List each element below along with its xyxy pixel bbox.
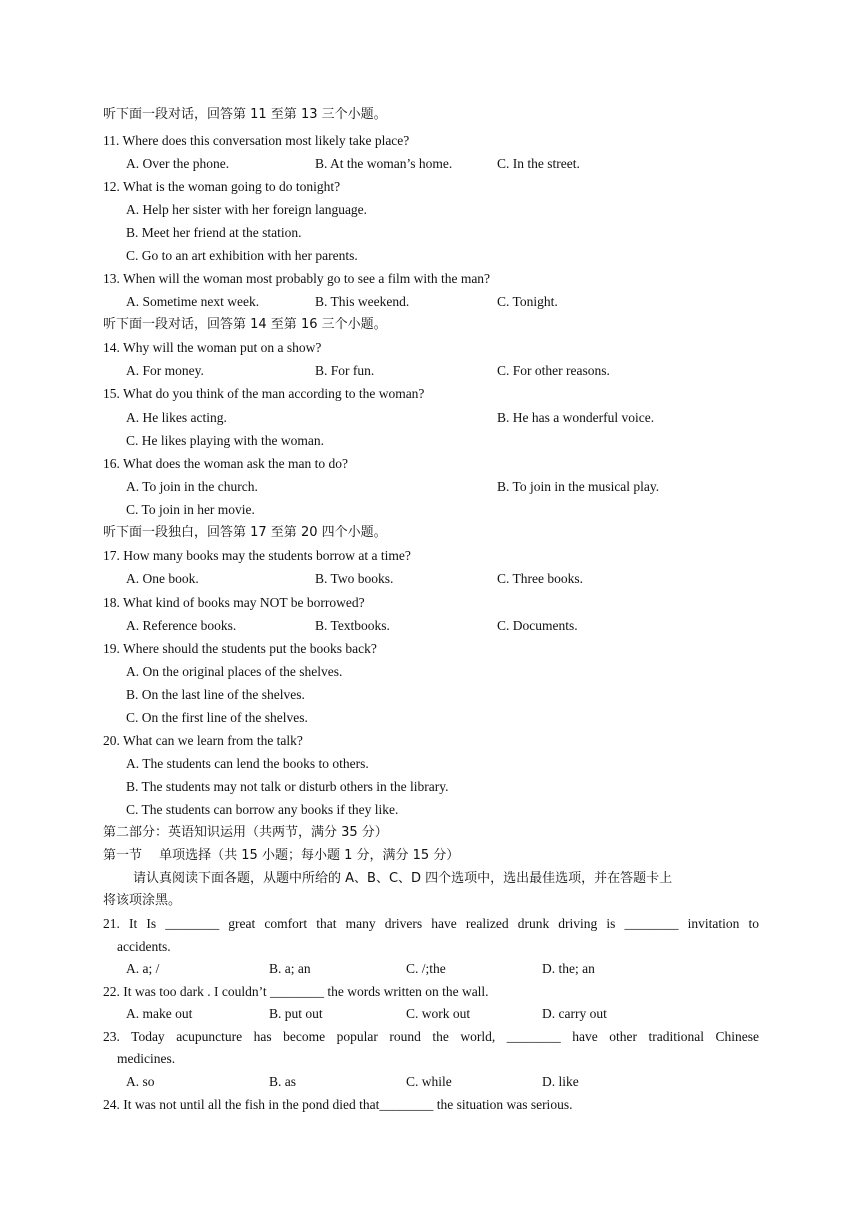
question-23-option-a: A. so [126, 1074, 155, 1089]
question-12-option-a: A. Help her sister with her foreign language. [126, 202, 368, 217]
section-header-monologue-17-20: 听下面一段独白，回答第 17 至第 20 四个小题。 [103, 525, 387, 540]
question-23-stem: 23. Today acupuncture has become popular round the world, ________ have other traditional Chinese [103, 1029, 759, 1044]
question-13-option-a: A. Sometime next week. [126, 294, 260, 309]
question-21-option-a: A. a; / [126, 961, 160, 976]
question-23-option-b: B. as [269, 1074, 296, 1089]
question-17-option-a: A. One book. [126, 571, 199, 586]
question-15-option-a: A. He likes acting. [126, 410, 227, 425]
question-20-stem: 20. What can we learn from the talk? [103, 733, 303, 748]
section-header-dialogue-14-16: 听下面一段对话，回答第 14 至第 16 三个小题。 [103, 317, 387, 332]
question-11-option-c: C. In the street. [497, 156, 580, 171]
question-13-option-b: B. This weekend. [315, 294, 410, 309]
question-11-option-b: B. At the woman’s home. [315, 156, 453, 171]
question-22-option-d: D. carry out [542, 1006, 607, 1021]
question-20-option-b: B. The students may not talk or disturb others in the library. [126, 779, 449, 794]
question-22-option-c: C. work out [406, 1006, 471, 1021]
question-14-option-a: A. For money. [126, 363, 204, 378]
question-16-option-b: B. To join in the musical play. [497, 479, 660, 494]
question-22-option-b: B. put out [269, 1006, 323, 1021]
question-17-option-c: C. Three books. [497, 571, 583, 586]
question-19-option-b: B. On the last line of the shelves. [126, 687, 305, 702]
question-12-option-c: C. Go to an art exhibition with her parents. [126, 248, 358, 263]
question-20-option-a: A. The students can lend the books to others. [126, 756, 369, 771]
question-14-stem: 14. Why will the woman put on a show? [103, 340, 322, 355]
question-16-option-a: A. To join in the church. [126, 479, 258, 494]
question-21-stem: 21. It Is ________ great comfort that many drivers have realized drunk driving is ________ invitation to [103, 916, 759, 931]
question-12-stem: 12. What is the woman going to do tonight? [103, 179, 341, 194]
question-12-option-b: B. Meet her friend at the station. [126, 225, 302, 240]
question-11-stem: 11. Where does this conversation most likely take place? [103, 133, 410, 148]
question-19-option-c: C. On the first line of the shelves. [126, 710, 308, 725]
section-header-dialogue-11-13: 听下面一段对话，回答第 11 至第 13 三个小题。 [103, 107, 387, 122]
question-17-option-b: B. Two books. [315, 571, 394, 586]
part-two-section-one-header: 第一节 单项选择（共 15 小题；每小题 1 分，满分 15 分） [103, 848, 460, 863]
question-13-option-c: C. Tonight. [497, 294, 558, 309]
question-23-option-c: C. while [406, 1074, 452, 1089]
question-19-stem: 19. Where should the students put the books back? [103, 641, 377, 656]
question-24-stem: 24. It was not until all the fish in the pond died that________ the situation was serious. [103, 1097, 573, 1112]
question-13-stem: 13. When will the woman most probably go to see a film with the man? [103, 271, 491, 286]
question-11-option-a: A. Over the phone. [126, 156, 230, 171]
question-23-stem-continued: medicines. [117, 1051, 176, 1066]
question-18-stem: 18. What kind of books may NOT be borrowed? [103, 595, 365, 610]
question-21-option-b: B. a; an [269, 961, 311, 976]
question-22-option-a: A. make out [126, 1006, 193, 1021]
question-15-option-c: C. He likes playing with the woman. [126, 433, 324, 448]
question-20-option-c: C. The students can borrow any books if they like. [126, 802, 399, 817]
question-15-option-b: B. He has a wonderful voice. [497, 410, 655, 425]
question-23-option-d: D. like [542, 1074, 579, 1089]
question-21-option-d: D. the; an [542, 961, 595, 976]
instructions-line-2: 将该项涂黑。 [103, 893, 182, 908]
question-14-option-c: C. For other reasons. [497, 363, 610, 378]
question-21-option-c: C. /;the [406, 961, 446, 976]
part-two-header: 第二部分：英语知识运用（共两节，满分 35 分） [103, 825, 388, 840]
question-16-stem: 16. What does the woman ask the man to do? [103, 456, 348, 471]
question-22-stem: 22. It was too dark . I couldn’t ________ the words written on the wall. [103, 984, 489, 999]
question-14-option-b: B. For fun. [315, 363, 375, 378]
question-18-option-b: B. Textbooks. [315, 618, 390, 633]
question-16-option-c: C. To join in her movie. [126, 502, 255, 517]
question-17-stem: 17. How many books may the students borrow at a time? [103, 548, 411, 563]
instructions-line-1: 请认真阅读下面各题，从题中所给的 A、B、C、D 四个选项中，选出最佳选项，并在答题卡上 [133, 871, 673, 886]
question-21-stem-continued: accidents. [117, 939, 171, 954]
question-18-option-c: C. Documents. [497, 618, 578, 633]
question-18-option-a: A. Reference books. [126, 618, 237, 633]
question-15-stem: 15. What do you think of the man according to the woman? [103, 386, 425, 401]
question-19-option-a: A. On the original places of the shelves. [126, 664, 343, 679]
